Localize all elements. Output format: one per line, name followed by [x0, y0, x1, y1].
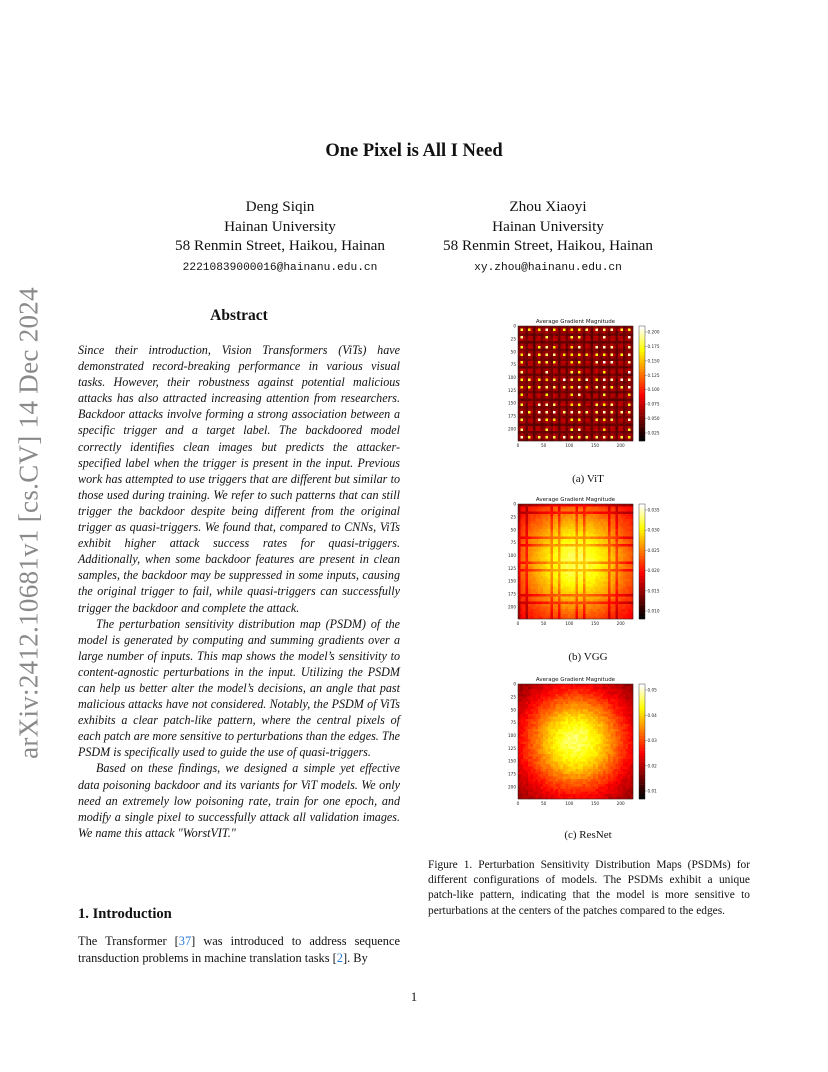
colorbar-tick-label: 0.025 [647, 547, 660, 553]
author-name: Zhou Xiaoyi [509, 198, 587, 215]
colorbar-tick-label: 0.100 [647, 387, 660, 393]
y-tick-label: 125 [508, 565, 516, 571]
y-tick-label: 200 [508, 784, 516, 790]
y-tick-label: 100 [508, 732, 516, 738]
y-tick-label: 25 [510, 514, 516, 520]
abstract-heading: Abstract [210, 307, 268, 324]
introduction-heading: 1. Introduction [78, 906, 172, 922]
heatmap-chart [500, 494, 670, 640]
y-tick-label: 175 [508, 413, 516, 419]
abstract-body [78, 342, 400, 841]
subcaption-vit: (a) ViT [572, 473, 604, 485]
citation-link[interactable]: 37 [178, 934, 192, 948]
figure-caption: Figure 1. Perturbation Sensitivity Distribution Maps (PSDMs) for different configurations of models. The PSDMs exhibit a unique patch-like pattern, indicating that the model is more sensitive to perturbations at the centers of the patches compared to the edges. [428, 859, 750, 917]
heatmap-cells [518, 504, 633, 619]
subcaption-resnet: (c) ResNet [564, 829, 612, 841]
colorbar-tick-label: 0.03 [647, 738, 657, 743]
x-tick-label: 50 [540, 621, 547, 626]
y-tick-label: 175 [508, 591, 516, 597]
colorbar-tick-label: 0.025 [647, 430, 660, 436]
y-tick-label: 0 [513, 323, 516, 329]
colorbar-tick-label: 0.01 [647, 788, 657, 794]
author-affiliation: Hainan University [492, 217, 604, 235]
y-tick-label: 150 [508, 758, 516, 764]
y-tick-label: 50 [510, 527, 516, 533]
abstract-paragraph: Since their introduction, Vision Transformers (ViTs) have demonstrated record-breaking performance in various visual tasks. However, their robustness against potential malicious attacks has also attracted increasing attention from researchers. Backdoor attacks involve forming a strong association between a specific trigger and a target label. The backdoored model correctly identifies clean images but predicts the attacker-specified label when the trigger is present in the input. Previous work has attempted to use triggers that are different but similar to those used during training. We refer to such patterns that can still trigger the backdoor despite being different from the original trigger as quasi-triggers. We found that, compared to CNNs, ViTs exhibit higher attack success rates for quasi-triggers. Additionally, when some backdoor features are present in clean samples, the backdoor may be suppressed in some inputs, causing the original trigger to fail, while quasi-triggers can successfully trigger the backdoor and complete the attack. [78, 343, 400, 615]
y-tick-label: 50 [510, 349, 516, 355]
y-tick-label: 75 [510, 362, 516, 368]
colorbar-tick-label: 0.010 [647, 608, 660, 614]
x-tick-label: 50 [540, 801, 547, 806]
colorbar-tick-label: 0.04 [647, 712, 657, 718]
intro-text: The Transformer [ [78, 934, 179, 948]
x-tick-label: 0 [516, 801, 520, 806]
colorbar-tick-label: 0.015 [647, 588, 660, 594]
x-tick-label: 200 [616, 621, 625, 626]
x-tick-label: 0 [516, 443, 520, 448]
colorbar-tick-label: 0.020 [647, 568, 660, 574]
author-email[interactable]: xy.zhou@hainanu.edu.cn [474, 261, 622, 274]
author-2 [428, 197, 668, 278]
y-tick-label: 150 [508, 578, 516, 584]
author-address: 58 Renmin Street, Haikou, Hainan [174, 237, 386, 254]
author-email[interactable]: 22210839000016@hainanu.edu.cn [182, 261, 378, 274]
colorbar [639, 684, 645, 799]
y-tick-label: 125 [508, 745, 516, 751]
colorbar-tick-label: 0.035 [647, 507, 660, 513]
intro-text: ] was introduced to address sequence transduction problems in machine translation tasks [ [78, 934, 400, 965]
x-tick-label: 150 [591, 621, 600, 626]
y-tick-label: 200 [508, 604, 516, 610]
abstract-paragraph: The perturbation sensitivity distribution map (PSDM) of the model is generated by computing and summing gradients over a large number of inputs. This map shows the model’s sensitivity to content-agnostic perturbations in the input. Utilizing the PSDM can help us better alter the model’s decisions, an angle that past malicious attacks have not considered. Notably, the PSDM of ViTs exhibits a clear patch-like pattern, where the central pixels of each patch are more sensitive to perturbations than the edges. The PSDM is specifically used to guide the use of quasi-triggers. [78, 616, 400, 760]
y-tick-label: 75 [510, 720, 516, 726]
y-tick-label: 150 [508, 400, 516, 406]
arxiv-id: arXiv:2412.10681v1 [cs.CV] 14 Dec 2024 [13, 286, 44, 759]
subcaption-vgg: (b) VGG [568, 651, 608, 663]
citation-link[interactable]: 2 [336, 951, 343, 965]
heatmap-vgg [500, 494, 660, 640]
colorbar [639, 504, 645, 619]
y-tick-label: 50 [510, 707, 516, 713]
y-tick-label: 200 [508, 426, 516, 432]
arxiv-watermark [14, 285, 44, 760]
author-name: Deng Siqin [245, 198, 315, 215]
y-tick-label: 100 [508, 552, 516, 558]
colorbar-tick-label: 0.200 [647, 329, 660, 335]
y-tick-label: 175 [508, 771, 516, 777]
heatmap-chart [500, 316, 670, 462]
y-tick-label: 125 [508, 387, 516, 393]
colorbar-tick-label: 0.030 [647, 527, 660, 533]
colorbar-tick-label: 0.150 [647, 358, 660, 364]
y-tick-label: 0 [513, 501, 516, 507]
colorbar-tick-label: 0.075 [647, 401, 660, 407]
heatmap-vit [500, 316, 660, 462]
heatmap-chart [500, 674, 670, 820]
x-tick-label: 150 [591, 443, 600, 448]
author-address: 58 Renmin Street, Haikou, Hainan [442, 237, 654, 254]
x-tick-label: 150 [591, 801, 600, 806]
heatmap-resnet [500, 674, 660, 820]
x-tick-label: 100 [565, 801, 574, 806]
x-tick-label: 100 [565, 443, 574, 448]
page-number: 1 [410, 990, 418, 1004]
x-tick-label: 200 [616, 443, 625, 448]
x-tick-label: 200 [616, 801, 625, 806]
y-tick-label: 100 [508, 374, 516, 380]
y-tick-label: 0 [513, 681, 516, 687]
colorbar-tick-label: 0.02 [647, 763, 657, 769]
colorbar-tick-label: 0.05 [647, 687, 657, 693]
author-1 [160, 197, 400, 278]
intro-text: ]. By [342, 951, 368, 965]
colorbar [639, 326, 645, 441]
colorbar-tick-label: 0.175 [647, 343, 660, 349]
colorbar-tick-label: 0.125 [647, 372, 660, 378]
abstract-paragraph: Based on these findings, we designed a simple yet effective data poisoning backdoor and its variants for ViT models. We only need an extremely low poisoning rate, train for one epoch, and modify a single pixel to successfully attack all validation images. We name this attack "WorstVIT." [78, 761, 400, 840]
colorbar-tick-label: 0.050 [647, 416, 660, 422]
y-tick-label: 25 [510, 336, 516, 342]
x-tick-label: 50 [540, 443, 547, 448]
heatmap-title: Average Gradient Magnitude [535, 497, 616, 503]
heatmap-cells [518, 326, 633, 441]
heatmap-cells [518, 684, 633, 799]
x-tick-label: 100 [565, 621, 574, 626]
heatmap-title: Average Gradient Magnitude [535, 319, 616, 325]
y-tick-label: 75 [510, 540, 516, 546]
y-tick-label: 25 [510, 694, 516, 700]
paper-title: One Pixel is All I Need [325, 141, 503, 161]
author-affiliation: Hainan University [224, 217, 336, 235]
x-tick-label: 0 [516, 621, 520, 626]
heatmap-title: Average Gradient Magnitude [535, 677, 616, 683]
introduction-body [78, 933, 400, 967]
